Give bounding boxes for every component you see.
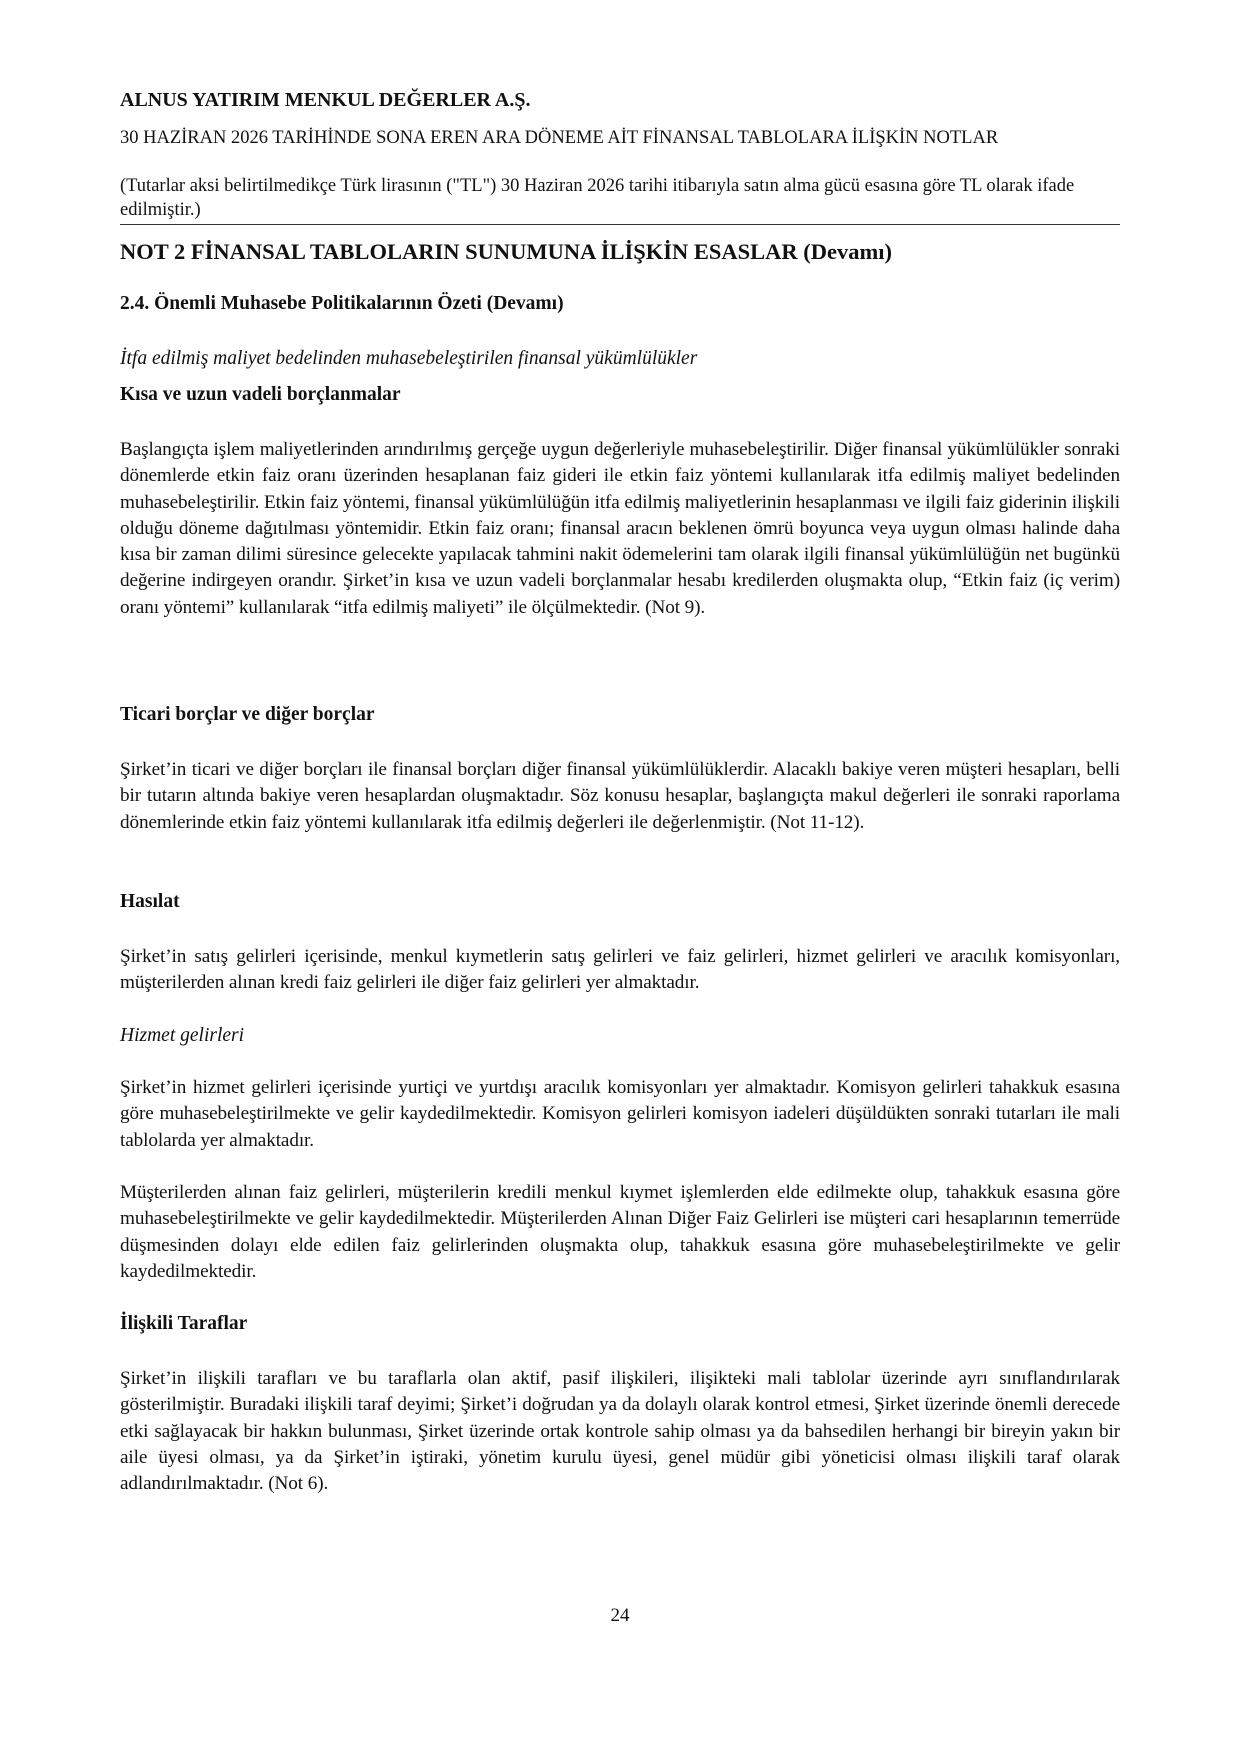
- company-name: ALNUS YATIRIM MENKUL DEĞERLER A.Ş.: [120, 89, 531, 111]
- paragraph-borrowings: Başlangıçta işlem maliyetlerinden arındırılmış gerçeğe uygun değerleriyle muhasebeleştirilir. Diğer finansal yükümlülükler sonraki dönemlerde etkin faiz oranı üzerinden hesaplanan faiz gideri ile etkin faiz yöntemi kullanılarak itfa edilmiş maliyet bedelinden muhasebeleştirilir. Etkin faiz yöntemi, finansal yükümlülüğün itfa edilmiş maliyetlerinin hesaplanması ve ilgili faiz giderinin ilişkili olduğu döneme dağıtılması yöntemidir. Etkin faiz oranı; finansal aracın beklenen ömrü boyunca veya uygun olması halinde daha kısa bir zaman dilimi süresince gelecekte yapılacak tahmini nakit ödemelerini tam olarak ilgili finansal yükümlülüğün net bugünkü değerine indirgeyen orandır. Şirket’in kısa ve uzun vadeli borçlanmalar hesabı kredilerden oluşmakta olup, “Etkin faiz (iç verim) oranı yöntemi” kullanılarak “itfa edilmiş maliyeti” ile ölçülmektedir. (Not 9).: [120, 439, 1120, 618]
- heading-related-parties: İlişkili Taraflar: [120, 1313, 248, 1334]
- page-number: 24: [610, 1605, 630, 1626]
- italic-heading-service-income: Hizmet gelirleri: [120, 1025, 245, 1046]
- heading-borrowings: Kısa ve uzun vadeli borçlanmalar: [120, 384, 401, 405]
- paragraph-service-income-2: Müşterilerden alınan faiz gelirleri, müşterilerin kredili menkul kıymet işlemlerden elde edilmekte olup, tahakkuk esasına göre muhasebeleştirilmekte ve gelir kaydedilmektedir. Müşterilerden Alınan Diğer Faiz Gelirleri ise müşteri cari hesaplarının temerrüde düşmesinden dolayı elde edilen faiz gelirlerinden oluşmakta olup, tahakkuk esasına göre muhasebeleştirilmekte ve gelir kaydedilmektedir.: [120, 1182, 1120, 1282]
- report-subtitle: 30 HAZİRAN 2026 TARİHİNDE SONA EREN ARA DÖNEME AİT FİNANSAL TABLOLARA İLİŞKİN NOTLAR: [120, 128, 999, 148]
- heading-revenue: Hasılat: [120, 891, 180, 912]
- paragraph-payables: Şirket’in ticari ve diğer borçları ile finansal borçları diğer finansal yükümlülüklerdir. Alacaklı bakiye veren müşteri hesapları, belli bir tutarın altında bakiye veren hesaplardan oluşmaktadır. Söz konusu hesaplar, başlangıçta makul değerleri ile sonraki raporlama dönemlerinde etkin faiz yöntemi kullanılarak itfa edilmiş değerleri ile değerlenmiştir. (Not 11-12).: [120, 759, 1120, 833]
- heading-payables: Ticari borçlar ve diğer borçlar: [120, 704, 375, 725]
- paragraph-revenue: Şirket’in satış gelirleri içerisinde, menkul kıymetlerin satış gelirleri ve faiz gelirleri, hizmet gelirleri ve aracılık komisyonları, müşterilerden alınan kredi faiz gelirleri ile diğer faiz gelirleri yer almaktadır.: [120, 946, 1120, 994]
- section-title: NOT 2 FİNANSAL TABLOLARIN SUNUMUNA İLİŞKİN ESASLAR (Devamı): [120, 239, 892, 264]
- section-subtitle: 2.4. Önemli Muhasebe Politikalarının Özeti (Devamı): [120, 293, 564, 314]
- currency-note: (Tutarlar aksi belirtilmedikçe Türk lirasının ("TL") 30 Haziran 2026 tarihi itibarıyla satın alma gücü esasına göre TL olarak ifade edilmiştir.): [120, 176, 1075, 220]
- paragraph-related-parties: Şirket’in ilişkili tarafları ve bu taraflarla olan aktif, pasif ilişkileri, ilişikteki mali tablolar üzerinde ayrı sınıflandırılarak gösterilmiştir. Buradaki ilişkili taraf deyimi; Şirket’i doğrudan ya da dolaylı olarak kontrol etmesi, Şirket üzerinde önemli derecede etki sağlayacak bir hakkın bulunması, Şirket üzerinde ortak kontrole sahip olması ya da bahsedilen herhangi bir bireyin yakın bir aile üyesi olması, ya da Şirket’in iştiraki, yönetim kurulu üyesi, genel müdür gibi yöneticisi olması ilişkili taraf olarak adlandırılmaktadır. (Not 6).: [120, 1368, 1120, 1495]
- header-divider: [120, 224, 1120, 225]
- italic-heading-amortized-cost: İtfa edilmiş maliyet bedelinden muhasebeleştirilen finansal yükümlülükler: [120, 348, 698, 369]
- paragraph-service-income-1: Şirket’in hizmet gelirleri içerisinde yurtiçi ve yurtdışı aracılık komisyonları yer almaktadır. Komisyon gelirleri tahakkuk esasına göre muhasebeleştirilmekte ve gelir kaydedilmektedir. Komisyon gelirleri komisyon iadeleri düşüldükten sonraki tutarları ile mali tablolarda yer almaktadır.: [120, 1077, 1120, 1151]
